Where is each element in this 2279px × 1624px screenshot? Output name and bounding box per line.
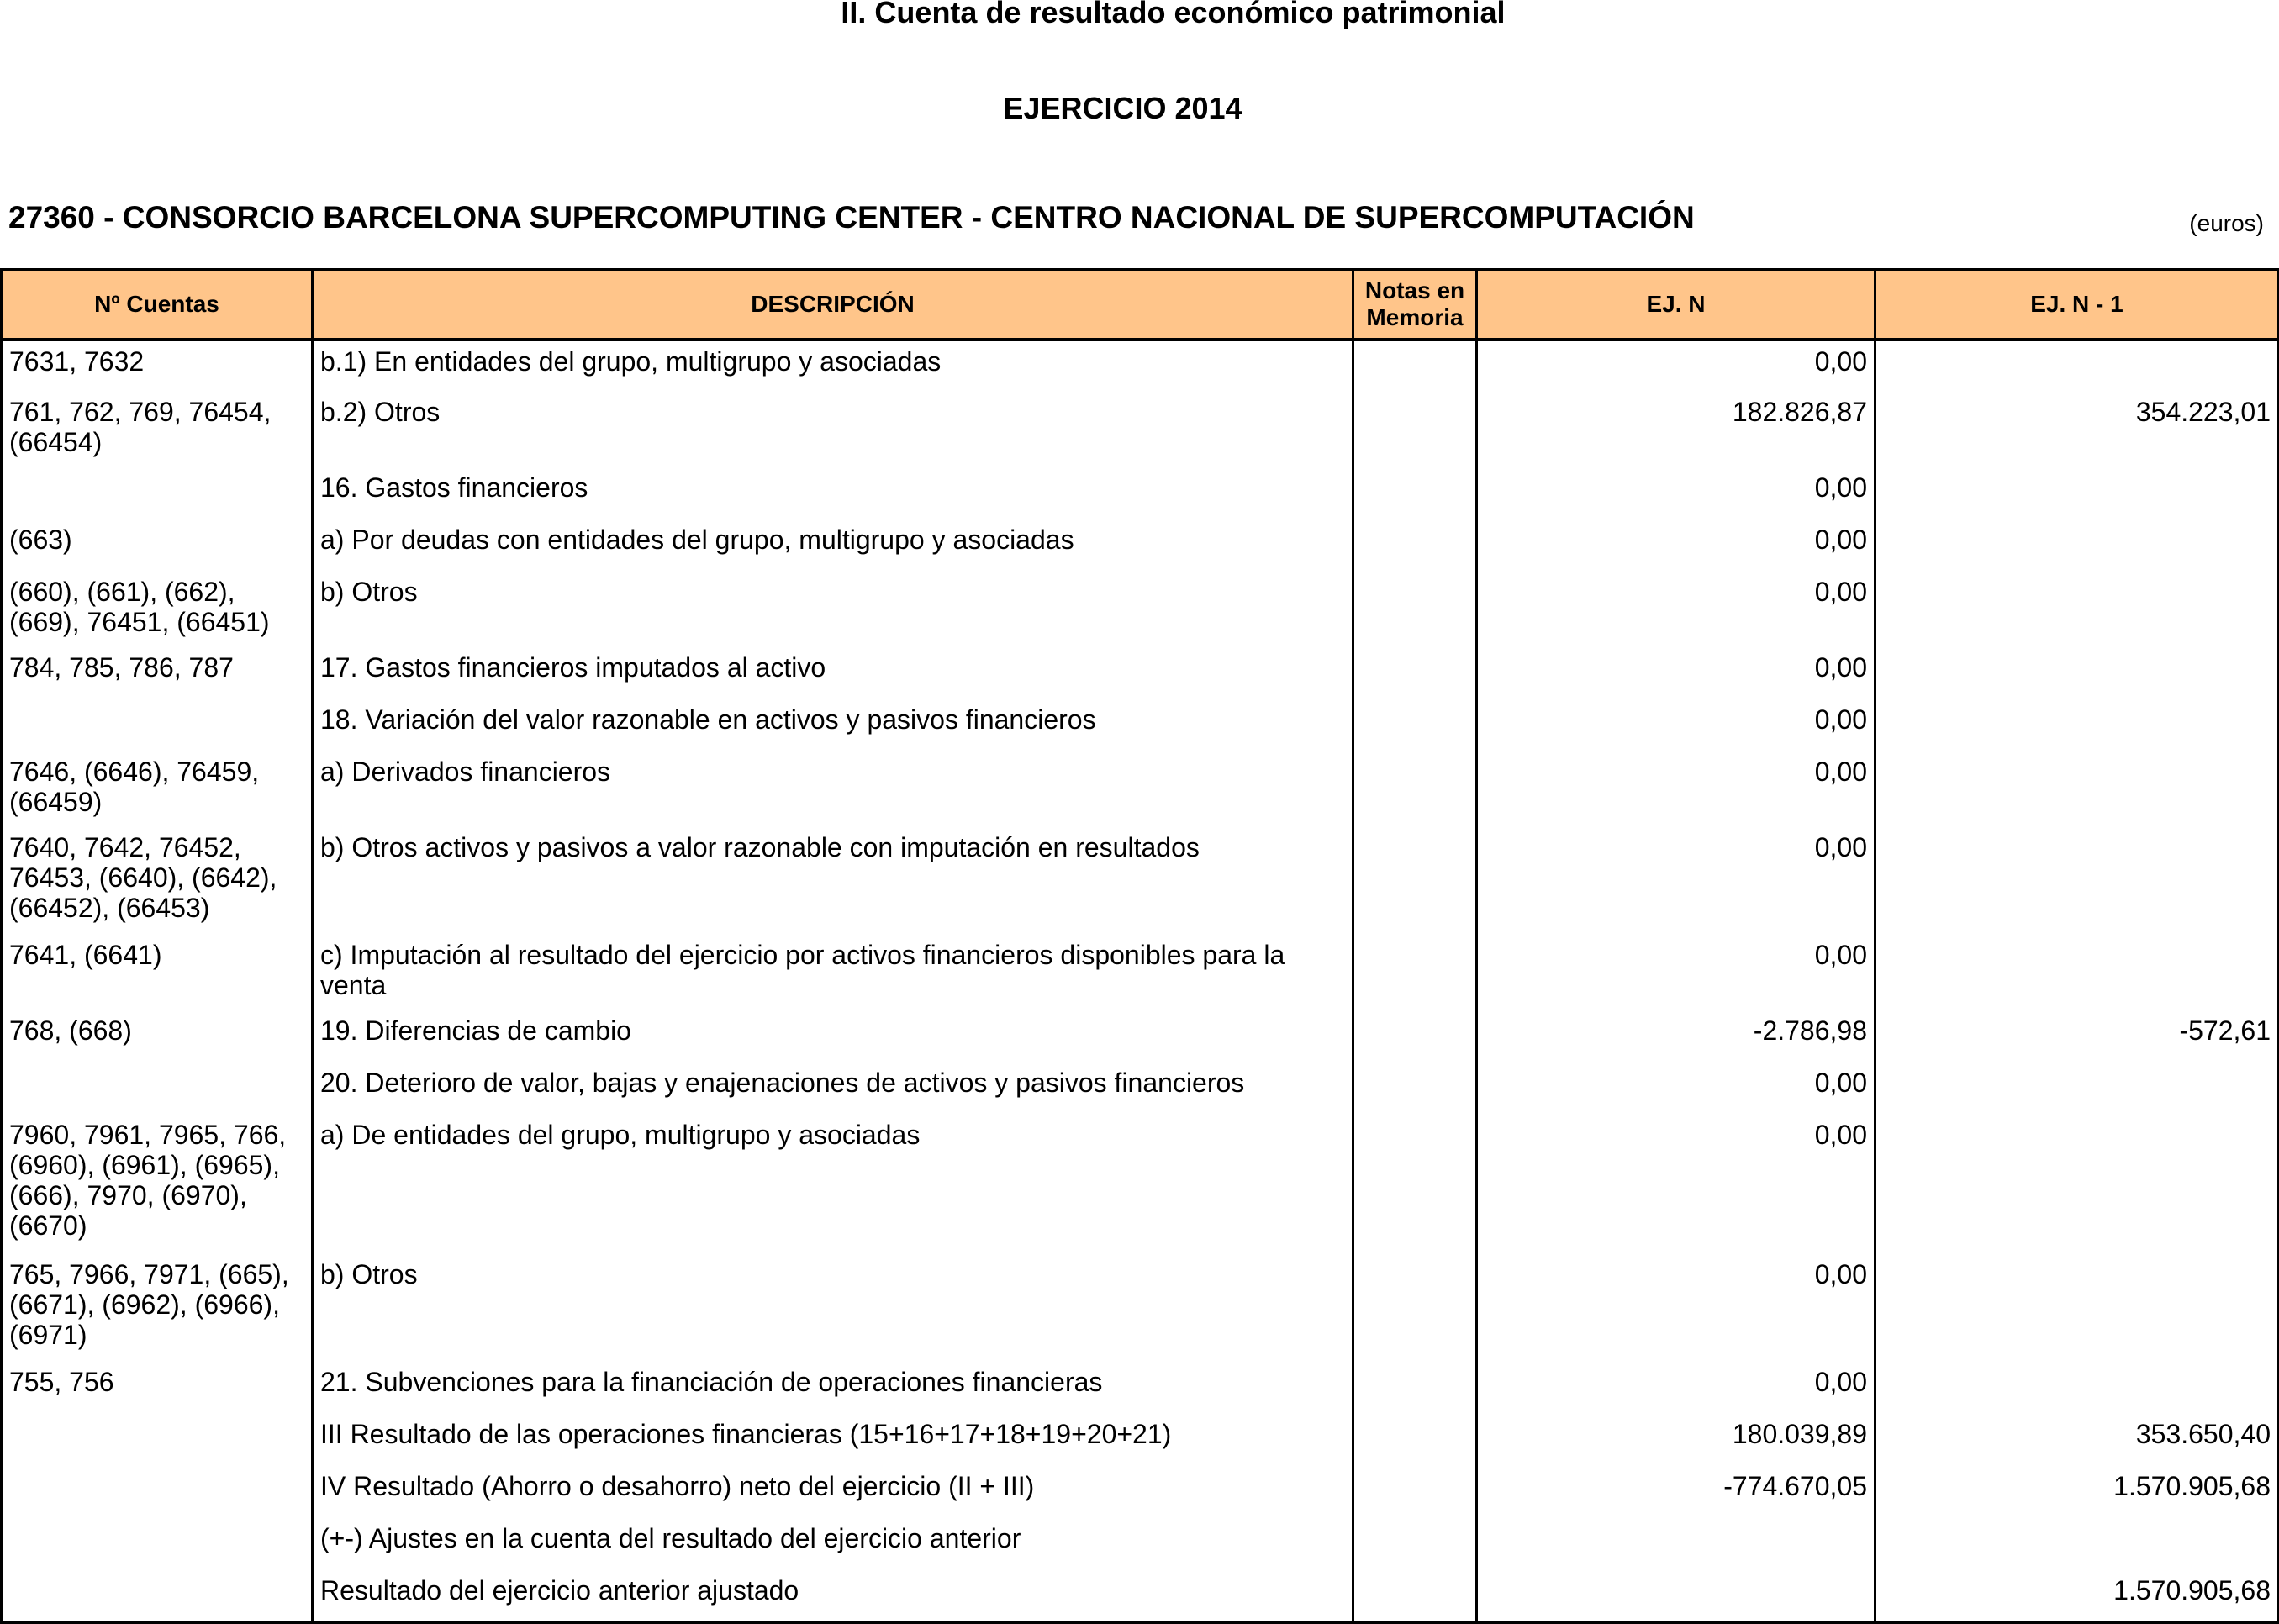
memoria-notes <box>1353 340 1477 392</box>
account-numbers: 765, 7966, 7971, (665), (6671), (6962), (6966), (6971) <box>2 1254 313 1362</box>
table-row <box>2 1115 2279 1254</box>
amount-year-n: 0,00 <box>1477 467 1875 519</box>
account-numbers: 7960, 7961, 7965, 766, (6960), (6961), (6965), (666), 7970, (6970), (6670) <box>2 1115 313 1254</box>
memoria-notes <box>1353 1254 1477 1362</box>
report-title: II. Cuenta de resultado económico patrimonial <box>841 0 1506 29</box>
amount-year-n-1 <box>1875 1362 2279 1414</box>
table-row <box>2 519 2279 572</box>
table-row <box>2 572 2279 647</box>
amount-year-n <box>1477 1570 1875 1622</box>
account-numbers: 7641, (6641) <box>2 935 313 1010</box>
memoria-notes <box>1353 392 1477 467</box>
amount-year-n-1: -572,61 <box>1875 1010 2279 1062</box>
memoria-notes <box>1353 827 1477 935</box>
amount-year-n <box>1477 1518 1875 1570</box>
table-row <box>2 827 2279 935</box>
amount-year-n: 0,00 <box>1477 699 1875 751</box>
description: b) Otros <box>313 1254 1353 1362</box>
column-header-description: DESCRIPCIÓN <box>313 270 1353 340</box>
description: b.2) Otros <box>313 392 1353 467</box>
amount-year-n-1 <box>1875 519 2279 572</box>
description: a) Derivados financieros <box>313 751 1353 827</box>
account-numbers: (660), (661), (662), (669), 76451, (66451) <box>2 572 313 647</box>
amount-year-n-1: 1.570.905,68 <box>1875 1466 2279 1518</box>
amount-year-n: 0,00 <box>1477 340 1875 392</box>
memoria-notes <box>1353 1414 1477 1466</box>
account-numbers <box>2 467 313 519</box>
account-numbers: 7631, 7632 <box>2 340 313 392</box>
account-numbers: 755, 756 <box>2 1362 313 1414</box>
table-row <box>2 1570 2279 1622</box>
amount-year-n-1: 1.570.905,68 <box>1875 1570 2279 1622</box>
exercise-year: EJERCICIO 2014 <box>1003 91 1242 125</box>
table-row <box>2 1254 2279 1362</box>
memoria-notes <box>1353 467 1477 519</box>
account-numbers: 7640, 7642, 76452, 76453, (6640), (6642), (66452), (66453) <box>2 827 313 935</box>
table-row <box>2 935 2279 1010</box>
column-header-year-n-1: EJ. N - 1 <box>1875 270 2279 340</box>
memoria-notes <box>1353 1466 1477 1518</box>
memoria-notes <box>1353 751 1477 827</box>
table-row <box>2 467 2279 519</box>
description: c) Imputación al resultado del ejercicio por activos financieros disponibles para la venta <box>313 935 1353 1010</box>
account-numbers: (663) <box>2 519 313 572</box>
amount-year-n-1 <box>1875 1115 2279 1254</box>
currency-units: (euros) <box>2189 210 2264 236</box>
table-row <box>2 751 2279 827</box>
memoria-notes <box>1353 1062 1477 1115</box>
amount-year-n-1 <box>1875 827 2279 935</box>
amount-year-n: 182.826,87 <box>1477 392 1875 467</box>
amount-year-n-1: 354.223,01 <box>1875 392 2279 467</box>
description: b) Otros <box>313 572 1353 647</box>
memoria-notes <box>1353 519 1477 572</box>
description: 20. Deterioro de valor, bajas y enajenaciones de activos y pasivos financieros <box>313 1062 1353 1115</box>
memoria-notes <box>1353 1115 1477 1254</box>
amount-year-n: 0,00 <box>1477 1254 1875 1362</box>
description: 16. Gastos financieros <box>313 467 1353 519</box>
description: (+-) Ajustes en la cuenta del resultado del ejercicio anterior <box>313 1518 1353 1570</box>
account-numbers <box>2 1570 313 1622</box>
description: b.1) En entidades del grupo, multigrupo y asociadas <box>313 340 1353 392</box>
table-row <box>2 1010 2279 1062</box>
amount-year-n: 0,00 <box>1477 647 1875 699</box>
entity-name: 27360 - CONSORCIO BARCELONA SUPERCOMPUTING CENTER - CENTRO NACIONAL DE SUPERCOMPUTACIÓN <box>8 200 1695 235</box>
account-numbers: 761, 762, 769, 76454, (66454) <box>2 392 313 467</box>
amount-year-n: 0,00 <box>1477 519 1875 572</box>
table-row <box>2 699 2279 751</box>
amount-year-n: 0,00 <box>1477 827 1875 935</box>
amount-year-n-1 <box>1875 1062 2279 1115</box>
table-row <box>2 340 2279 392</box>
amount-year-n: 0,00 <box>1477 572 1875 647</box>
amount-year-n: 0,00 <box>1477 1362 1875 1414</box>
account-numbers <box>2 1062 313 1115</box>
memoria-notes <box>1353 1010 1477 1062</box>
amount-year-n-1 <box>1875 467 2279 519</box>
memoria-notes <box>1353 1362 1477 1414</box>
amount-year-n: 180.039,89 <box>1477 1414 1875 1466</box>
description: Resultado del ejercicio anterior ajustado <box>313 1570 1353 1622</box>
memoria-notes <box>1353 935 1477 1010</box>
account-numbers <box>2 699 313 751</box>
account-numbers <box>2 1518 313 1570</box>
amount-year-n: -774.670,05 <box>1477 1466 1875 1518</box>
memoria-notes <box>1353 1570 1477 1622</box>
account-numbers: 7646, (6646), 76459, (66459) <box>2 751 313 827</box>
table-row <box>2 1466 2279 1518</box>
table-row <box>2 647 2279 699</box>
amount-year-n-1 <box>1875 699 2279 751</box>
memoria-notes <box>1353 647 1477 699</box>
description: a) Por deudas con entidades del grupo, multigrupo y asociadas <box>313 519 1353 572</box>
account-numbers <box>2 1414 313 1466</box>
table-row <box>2 1362 2279 1414</box>
table-row <box>2 1414 2279 1466</box>
table-header-row <box>2 270 2279 340</box>
memoria-notes <box>1353 572 1477 647</box>
amount-year-n-1 <box>1875 1518 2279 1570</box>
amount-year-n: 0,00 <box>1477 935 1875 1010</box>
description: 18. Variación del valor razonable en activos y pasivos financieros <box>313 699 1353 751</box>
amount-year-n: 0,00 <box>1477 1062 1875 1115</box>
amount-year-n-1 <box>1875 1254 2279 1362</box>
account-numbers <box>2 1466 313 1518</box>
income-statement-table <box>0 268 2279 1624</box>
memoria-notes <box>1353 1518 1477 1570</box>
memoria-notes <box>1353 699 1477 751</box>
column-header-notes: Notas en Memoria <box>1353 270 1477 340</box>
amount-year-n-1 <box>1875 340 2279 392</box>
description: b) Otros activos y pasivos a valor razonable con imputación en resultados <box>313 827 1353 935</box>
description: IV Resultado (Ahorro o desahorro) neto del ejercicio (II + III) <box>313 1466 1353 1518</box>
description: III Resultado de las operaciones financieras (15+16+17+18+19+20+21) <box>313 1414 1353 1466</box>
amount-year-n: 0,00 <box>1477 751 1875 827</box>
amount-year-n-1 <box>1875 935 2279 1010</box>
column-header-accounts: Nº Cuentas <box>2 270 313 340</box>
table-row <box>2 1062 2279 1115</box>
amount-year-n-1 <box>1875 647 2279 699</box>
description: 19. Diferencias de cambio <box>313 1010 1353 1062</box>
amount-year-n-1: 353.650,40 <box>1875 1414 2279 1466</box>
description: 17. Gastos financieros imputados al activo <box>313 647 1353 699</box>
table-row <box>2 1518 2279 1570</box>
description: a) De entidades del grupo, multigrupo y asociadas <box>313 1115 1353 1254</box>
column-header-year-n: EJ. N <box>1477 270 1875 340</box>
table-row <box>2 392 2279 467</box>
account-numbers: 768, (668) <box>2 1010 313 1062</box>
amount-year-n: 0,00 <box>1477 1115 1875 1254</box>
amount-year-n-1 <box>1875 572 2279 647</box>
amount-year-n: -2.786,98 <box>1477 1010 1875 1062</box>
account-numbers: 784, 785, 786, 787 <box>2 647 313 699</box>
amount-year-n-1 <box>1875 751 2279 827</box>
description: 21. Subvenciones para la financiación de operaciones financieras <box>313 1362 1353 1414</box>
